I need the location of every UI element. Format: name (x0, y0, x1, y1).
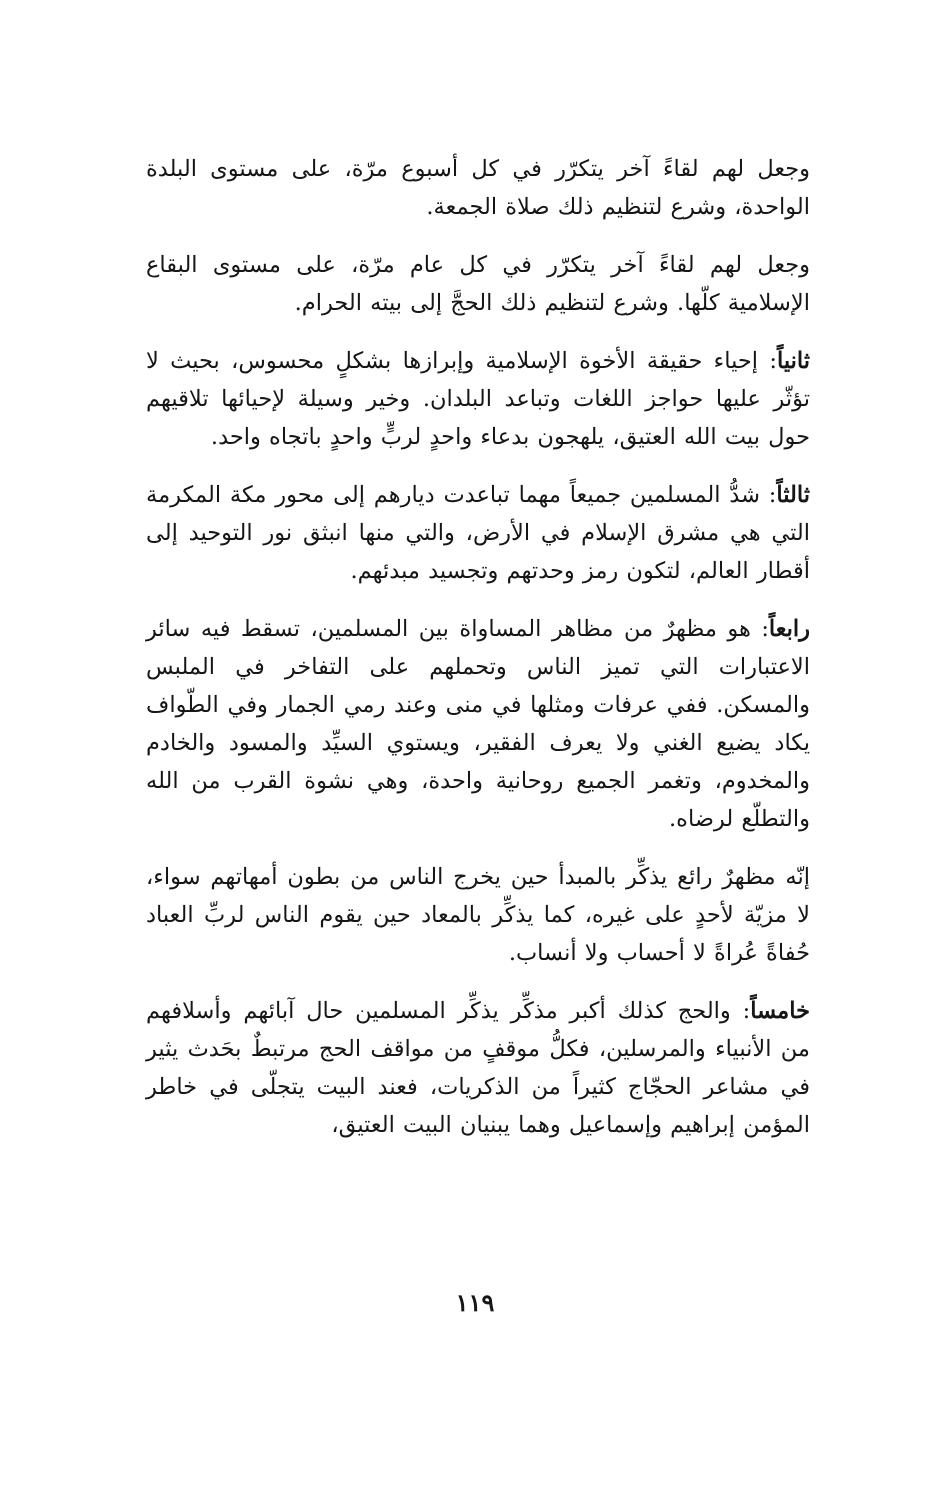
page-body (146, 150, 810, 1164)
paragraph-text: وجعل لهم لقاءً آخر يتكرّر في كل أسبوع مرّة، على مستوى البلدة الواحدة، وشرع لتنظيم ذلك صلاة الجمعة. (146, 156, 810, 220)
paragraph-text: : إحياء حقيقة الأخوة الإسلامية وإبرازها بشكلٍ محسوس، بحيث لا تؤثّر عليها حواجز اللغات وتباعد البلدان. وخير وسيلة لإحيائها تلاقيهم حول بيت الله العتيق، يلهجون بدعاء واحدٍ لربٍّ واحدٍ باتجاه واحد. (146, 348, 810, 450)
paragraph-text: وجعل لهم لقاءً آخر يتكرّر في كل عام مرّة، على مستوى البقاع الإسلامية كلّها. وشرع لتنظيم ذلك الحجَّ إلى بيته الحرام. (146, 252, 810, 316)
paragraph-weekly-meeting (146, 150, 810, 226)
paragraph-lead: ثانياً (776, 348, 810, 374)
paragraph-text: إنّه مظهرٌ رائع يذكِّر بالمبدأ حين يخرج الناس من بطون أمهاتهم سواء، لا مزيّة لأحدٍ على غيره، كما يذكِّر بالمعاد حين يقوم الناس لربِّ العباد حُفاةً عُراةً لا أحساب ولا أنساب. (146, 864, 810, 966)
paragraph-fourth (146, 610, 810, 838)
paragraph-fifth (146, 992, 810, 1144)
paragraph-second (146, 342, 810, 456)
paragraph-equality (146, 858, 810, 972)
paragraph-lead: ثالثاً (776, 482, 810, 508)
paragraph-text: : هو مظهرٌ من مظاهر المساواة بين المسلمين، تسقط فيه سائر الاعتبارات التي تميز الناس وتحملهم على التفاخر في الملبس والمسكن. ففي عرفات ومثلها في منى وعند رمي الجمار وفي الطّواف يكاد يضيع الغني ولا يعرف الفقير، ويستوي السيِّد والمسود والخادم والمخدوم، وتغمر الجميع روحانية واحدة، وهي نشوة القرب من الله والتطلّع لرضاه. (146, 616, 810, 832)
paragraph-yearly-meeting (146, 246, 810, 322)
page-number: ١١٩ (455, 1288, 495, 1317)
paragraph-text: : شدُّ المسلمين جميعاً مهما تباعدت ديارهم إلى محور مكة المكرمة التي هي مشرق الإسلام في الأرض، والتي منها انبثق نور التوحيد إلى أقطار العالم، لتكون رمز وحدتهم وتجسيد مبدئهم. (146, 482, 810, 584)
paragraph-third (146, 476, 810, 590)
paragraph-lead: رابعاً (768, 616, 810, 642)
paragraph-text: : والحج كذلك أكبر مذكِّر يذكِّر المسلمين حال آبائهم وأسلافهم من الأنبياء والمرسلين، فكلُّ موقفٍ من مواقف الحج مرتبطٌ بحَدث يثير في مشاعر الحجّاج كثيراً من الذكريات، فعند البيت يتجلّى في خاطر المؤمن إبراهيم وإسماعيل وهما يبنيان البيت العتيق، (146, 998, 810, 1138)
paragraph-lead: خامساً (750, 998, 810, 1024)
